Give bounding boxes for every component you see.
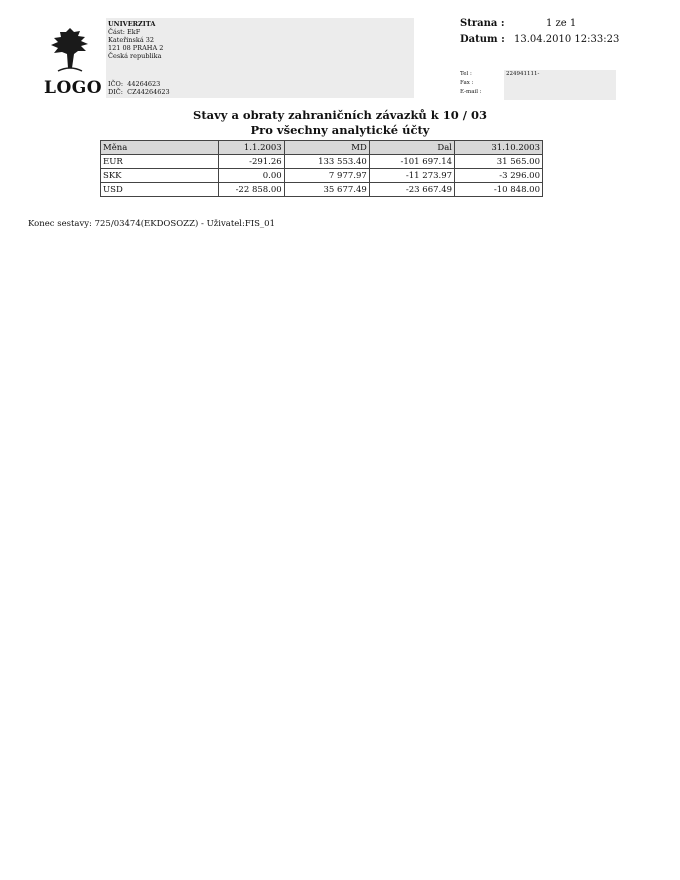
cell-closing: 31 565.00	[455, 155, 543, 169]
column-header-currency: Měna	[101, 141, 219, 155]
org-ico	[108, 80, 160, 88]
cell-credit: -11 273.97	[369, 169, 454, 183]
report-subtitle: Pro všechny analytické účty	[250, 123, 430, 137]
liabilities-table	[100, 140, 543, 197]
organization-box	[106, 18, 414, 98]
tel-label: Tel :	[460, 71, 472, 77]
cell-opening: 0.00	[218, 169, 284, 183]
org-country: Česká republika	[108, 52, 162, 60]
table-row	[101, 169, 543, 183]
cell-closing: -10 848.00	[455, 183, 543, 197]
report-footer: Konec sestavy: 725/03474(EKDOSOZZ) - Uživatel:FIS_01	[28, 219, 275, 229]
cell-credit: -23 667.49	[369, 183, 454, 197]
tree-logo-icon	[48, 24, 92, 74]
fax-label: Fax :	[460, 80, 474, 86]
table-header-row	[101, 141, 543, 155]
column-header-closing: 31.10.2003	[455, 141, 543, 155]
column-header-debit: MD	[284, 141, 369, 155]
ico-label: IČO:	[108, 80, 124, 88]
contact-box	[504, 70, 616, 100]
org-name: UNIVERZITA	[108, 20, 156, 28]
cell-opening: -22 858.00	[218, 183, 284, 197]
cell-credit: -101 697.14	[369, 155, 454, 169]
cell-debit: 133 553.40	[284, 155, 369, 169]
cell-currency: SKK	[101, 169, 219, 183]
cell-debit: 35 677.49	[284, 183, 369, 197]
org-street: Kateřinská 32	[108, 36, 155, 44]
org-unit: Část: EkF	[108, 28, 141, 36]
column-header-opening: 1.1.2003	[218, 141, 284, 155]
dic-value: CZ44264623	[127, 88, 170, 96]
tel-value: 224941111-	[506, 71, 540, 77]
table-row	[101, 155, 543, 169]
dic-label: DIČ:	[108, 88, 123, 96]
date-label: Datum :	[460, 34, 505, 45]
page-value: 1 ze 1	[546, 18, 577, 29]
cell-opening: -291.26	[218, 155, 284, 169]
cell-currency: USD	[101, 183, 219, 197]
table-row	[101, 183, 543, 197]
report-title: Stavy a obraty zahraničních závazků k 10 / 03	[193, 108, 487, 122]
logo-text: LOGO	[44, 78, 103, 98]
org-city: 121 08 PRAHA 2	[108, 44, 164, 52]
cell-currency: EUR	[101, 155, 219, 169]
page-label: Strana :	[460, 18, 505, 29]
date-value: 13.04.2010 12:33:23	[514, 34, 620, 45]
email-label: E-mail :	[460, 89, 482, 95]
cell-debit: 7 977.97	[284, 169, 369, 183]
org-dic	[108, 88, 170, 96]
ico-value: 44264623	[127, 80, 161, 88]
column-header-credit: Dal	[369, 141, 454, 155]
cell-closing: -3 296.00	[455, 169, 543, 183]
